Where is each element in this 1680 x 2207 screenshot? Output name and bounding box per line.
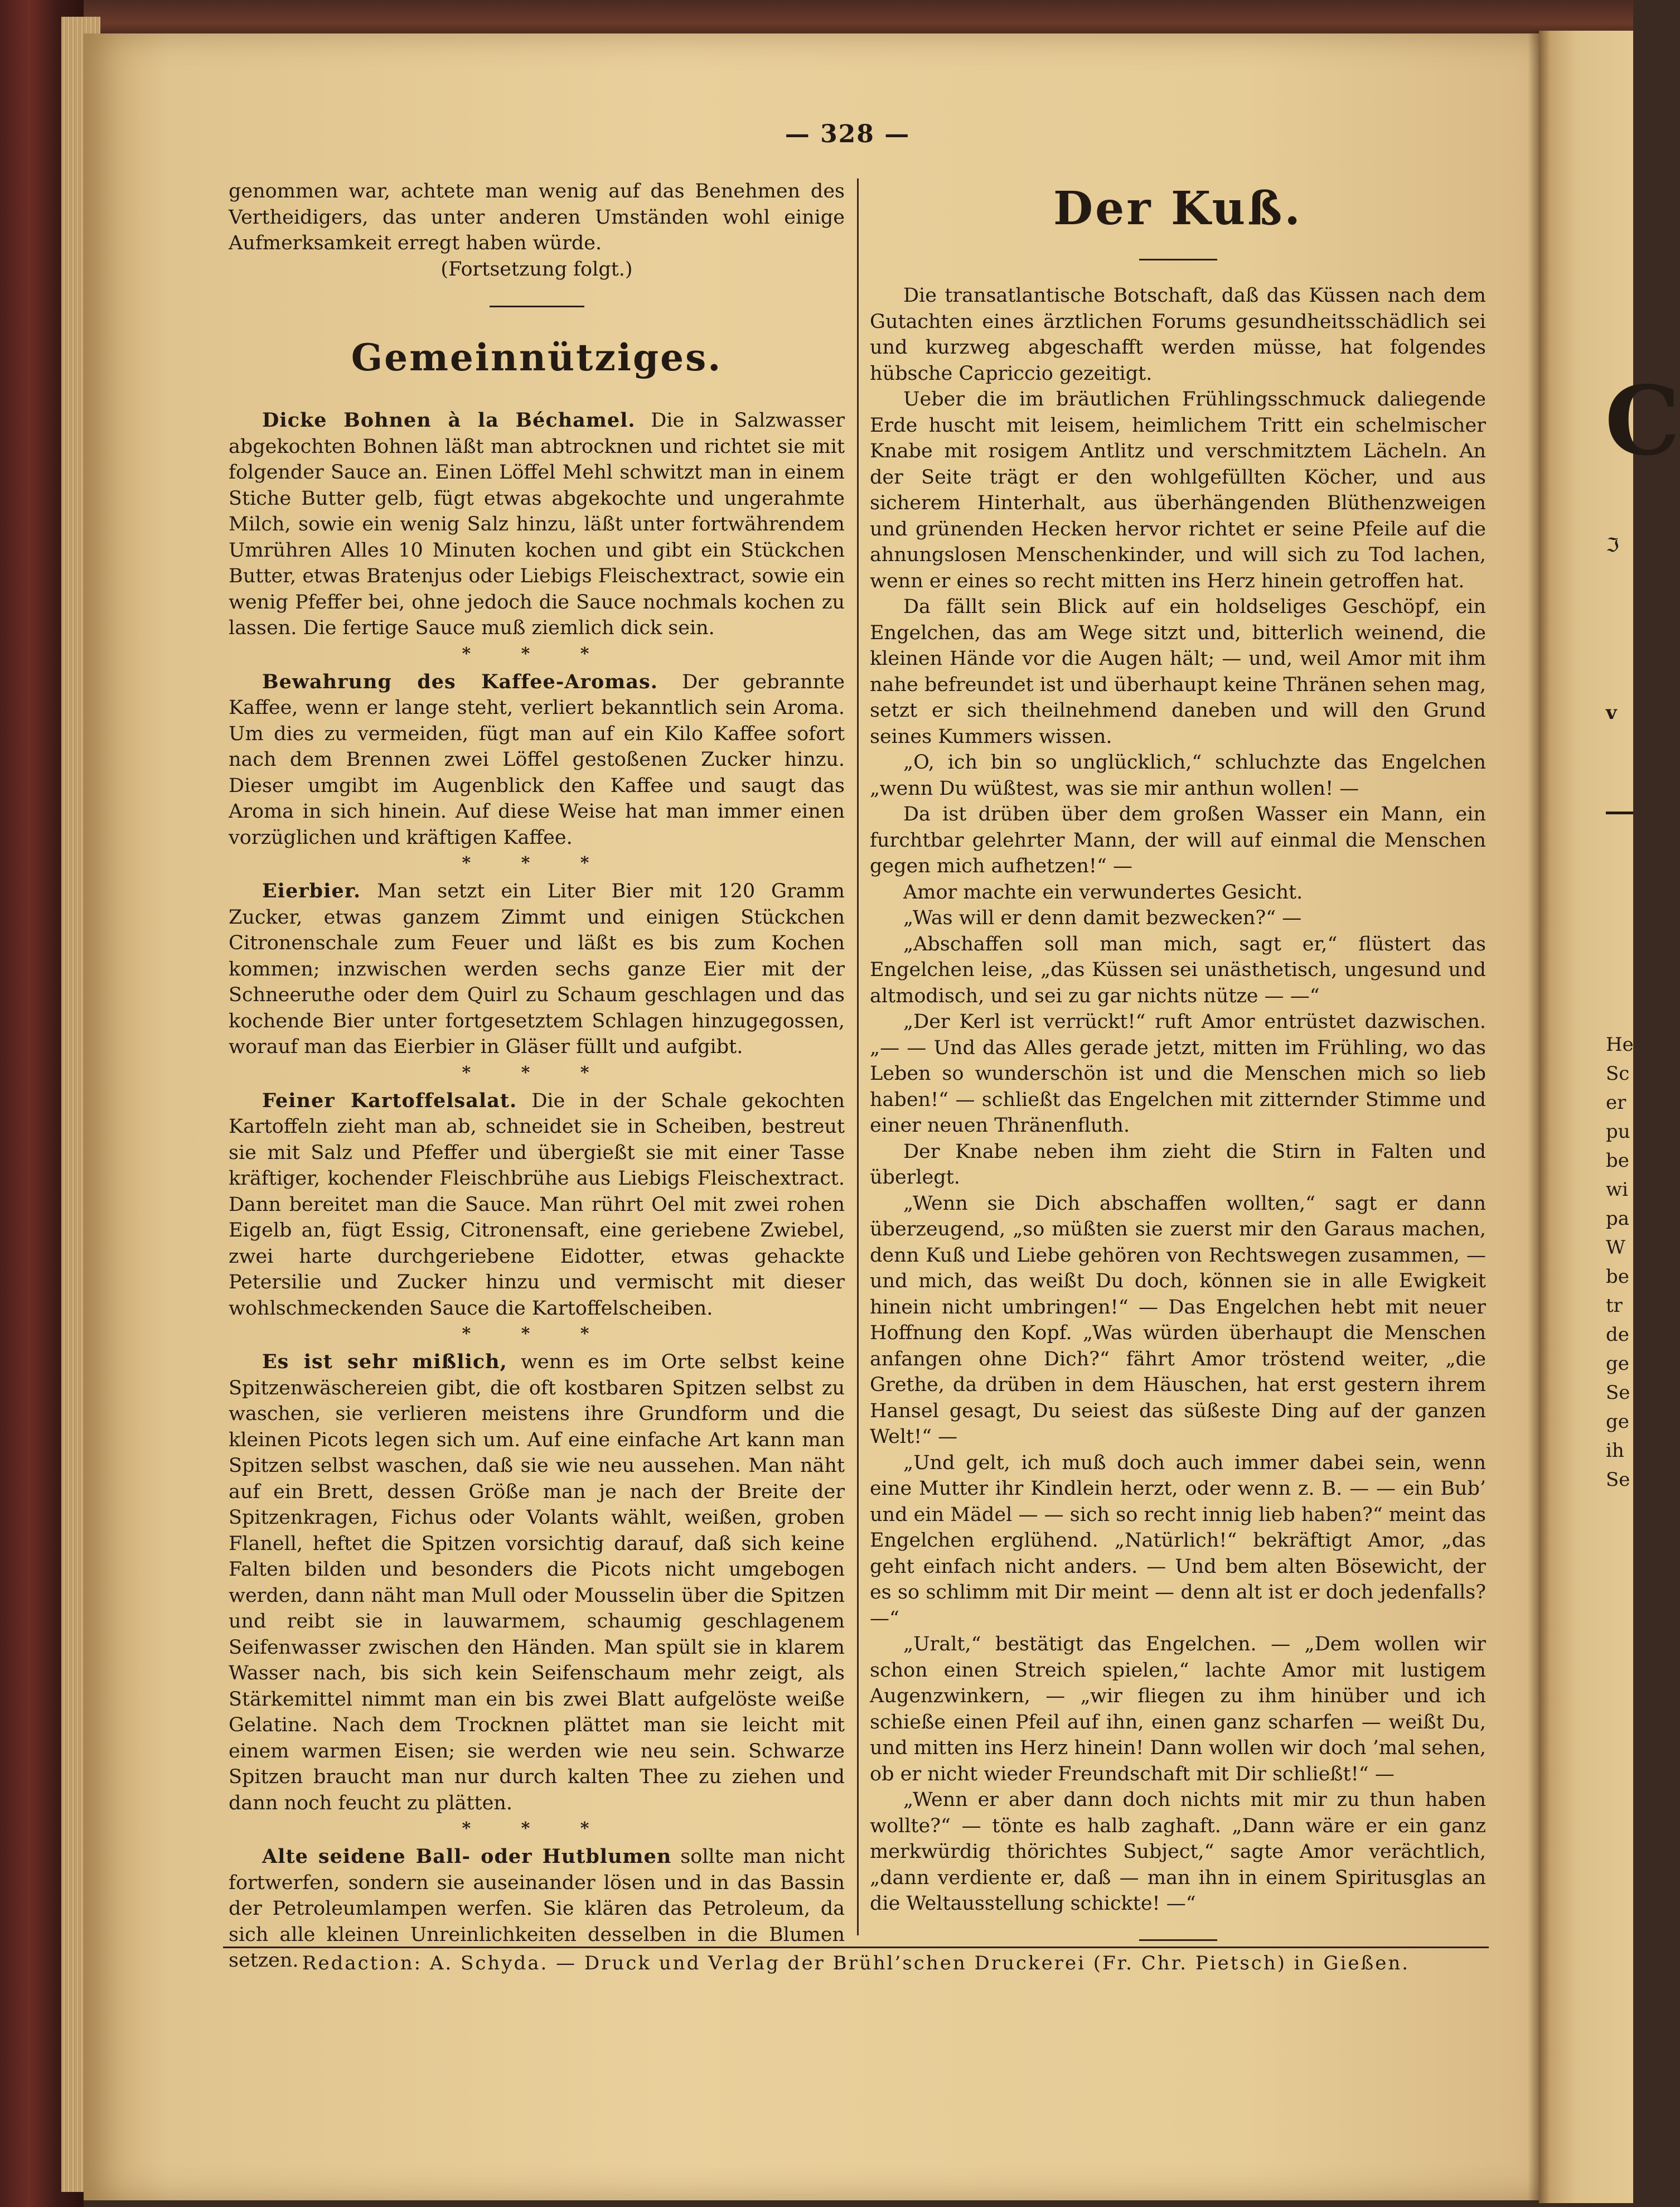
stars-separator: * * * [462, 853, 612, 873]
next-page-line-fragment: pu [1606, 1121, 1630, 1143]
story-paragraph: Da fällt sein Blick auf ein holdseliges Geschöpf, ein Engelchen, das am Wege sitzt und, bitterlich weinend, die kleinen Hände vor die Augen hält; — und, weil Amor mit ihm nahe befreundet ist und überhaupt keine Thränen sehen mag, setzt er sich theilnehmend daneben und will den Grund seines Kummers wissen. [870, 596, 1486, 748]
story-paragraph: Der Knabe neben ihm zieht die Stirn in Falten und überlegt. [870, 1140, 1486, 1189]
next-page-line-fragment: tr [1606, 1295, 1623, 1317]
recipe-item [229, 1088, 845, 1322]
next-page-line-fragment: ge [1606, 1353, 1629, 1375]
story-paragraph: „Wenn er aber dann doch nichts mit mir zu thun haben wollte?“ — tönte es halb zaghaft. „Dann wäre er ein ganz merkwürdig thörichtes Subject,“ sagte Amor verächtlich, „dann verdiente er, daß — man ihn in einem Spiritusglas an die Weltausstellung schickte! —“ [870, 1789, 1486, 1915]
next-page-line-fragment: He [1606, 1034, 1634, 1056]
story-paragraph: „Was will er denn damit bezwecken?“ — [903, 907, 1302, 929]
recipe-heading: Bewahrung des Kaffee-Aromas. [262, 670, 658, 693]
story-paragraph: „Abschaffen soll man mich, sagt er,“ flüstert das Engelchen leise, „das Küssen sei unästhetisch, ungesund und altmodisch, und sei zu gar nichts nütze — —“ [870, 933, 1486, 1007]
next-page-fragment-rule [1606, 812, 1633, 814]
story-paragraph: „O, ich bin so unglücklich,“ schluchzte das Engelchen „wenn Du wüßtest, was sie mir anthun wollen! — [870, 751, 1486, 800]
title-divider [1139, 259, 1217, 260]
end-divider [1139, 1939, 1217, 1941]
story-paragraph: Amor machte ein verwundertes Gesicht. [903, 881, 1303, 904]
recipe-text: Man setzt ein Liter Bier mit 120 Gramm Zucker, etwas ganzem Zimmt und einigen Stückchen Citronenschale zum Feuer und läßt es bis zum Kochen kommen; inzwischen werden sechs ganze Eier mit der Schneeruthe oder dem Quirl zu Schaum geschlagen und das kochende Bier unter fortgesetztem Schlagen hinzugegossen, worauf man das Eierbier in Gläser füllt und aufgibt. [229, 880, 845, 1058]
stars-separator: * * * [462, 644, 612, 664]
story-paragraph: „Wenn sie Dich abschaffen wollten,“ sagt er dann überzeugend, „so müßten sie zuerst mir den Garaus machen, denn Kuß und Liebe gehören von Rechtswegen zusammen, — und mich, das weißt Du doch, können sie in alle Ewigkeit hinein nicht umbringen!“ — Das Engelchen hebt mit neuer Hoffnung den Kopf. „Was würden überhaupt die Menschen anfangen ohne Dich?“ fährt Amor tröstend weiter, „die Grethe, da drüben in dem Häuschen, hat erst gestern ihrem Hansel gesagt, Du seiest das süßeste Ding auf der ganzen Welt!“ — [870, 1192, 1486, 1448]
divider [490, 306, 584, 307]
recipe-text: Die in der Schale gekochten Kartoffeln zieht man ab, schneidet sie in Scheiben, bestreut sie mit Salz und Pfeffer und übergießt sie mit einer Tasse kräftiger, kochender Fleischbrühe aus Liebigs Fleischextract. Dann bereitet man die Sauce. Man rührt Oel mit zwei rohen Eigelb an, fügt Essig, Citronensaft, eine geriebene Zwiebel, zwei harte durchgeriebene Eidotter, etwas gehackte Petersilie und Zucker hinzu und vermischt mit dieser wohlschmeckenden Sauce die Kartoffelscheiben. [229, 1089, 845, 1320]
recipe-text: Der gebrannte Kaffee, wenn er lange steht, verliert bekanntlich sein Aroma. Um dies zu vermeiden, fügt man auf ein Kilo Kaffee sofort nach dem Brennen zwei Löffel gestoßenen Zucker hinzu. Dieser umgibt im Augenblick den Kaffee und saugt das Aroma in sich hinein. Auf diese Weise hat man immer einen vorzüglichen und kräftigen Kaffee. [229, 670, 845, 849]
right-column [870, 178, 1486, 1963]
next-page-line-fragment: Se [1606, 1469, 1630, 1491]
footer-rule [223, 1947, 1489, 1948]
next-page-line-fragment: be [1606, 1150, 1629, 1172]
next-page-fragment-mark: ℑ [1606, 534, 1619, 557]
recipe-item [229, 408, 845, 641]
next-page-line-fragment: be [1606, 1266, 1629, 1288]
recipe-heading: Feiner Kartoffelsalat. [262, 1089, 517, 1112]
next-page-fragment-mark: v [1606, 702, 1617, 724]
story-title: Der Kuß. [1053, 182, 1303, 235]
recipe-heading: Eierbier. [262, 880, 361, 902]
story-paragraph: Da ist drüben über dem großen Wasser ein Mann, ein furchtbar gelehrter Mann, der will auf einmal die Menschen gegen mich aufhetzen!“ — [870, 803, 1486, 877]
recipe-heading: Dicke Bohnen à la Béchamel. [262, 409, 636, 432]
next-page-line-fragment: pa [1606, 1208, 1630, 1230]
story-paragraph: Ueber die im bräutlichen Frühlingsschmuck daliegende Erde huscht mit leisem, heimlichem Tritt ein schelmischer Knabe mit rosigem Antlitz und verschmitztem Lächeln. An der Seite trägt er den wohlgefüllten Köcher, und aus sicherem Hinterhalt, aus überhängenden Blüthenzweigen und grünenden Hecken hervor richtet er seine Pfeile auf die ahnungslosen Menschenkinder, und will sich zu Tod lachen, wenn er eines so recht mitten ins Herz hinein getroffen hat. [870, 388, 1486, 592]
next-page-line-fragment: W [1606, 1237, 1625, 1259]
section-title: Gemeinnütziges. [351, 336, 723, 379]
next-page-line-fragment: de [1606, 1324, 1629, 1346]
recipe-item [229, 878, 845, 1060]
recipe-item [229, 669, 845, 851]
next-page-line-fragment: ge [1606, 1411, 1629, 1433]
story-paragraph: „Uralt,“ bestätigt das Engelchen. — „Dem wollen wir schon einen Streich spielen,“ lachte Amor mit lustigem Augenzwinkern, — „wir fliegen zu ihm hinüber und ich schieße einen Pfeil auf ihn, einen ganz scharfen — weißt Du, und mitten ins Herz hinein! Dann wollen wir doch ’mal sehen, ob er nicht wieder Freundschaft mit Dir schließt!“ — [870, 1633, 1486, 1785]
recipe-text: Die in Salzwasser abgekochten Bohnen läßt man abtrocknen und richtet sie mit folgender Sauce an. Einen Löffel Mehl schwitzt man in einem Stiche Butter gelb, fügt etwas abgekochte und ungerahmte Milch, sowie ein wenig Salz hinzu, läßt unter fortwährendem Umrühren Alles 10 Minuten kochen und gibt ein Stückchen Butter, etwas Bratenjus oder Liebigs Fleischextract, sowie ein wenig Pfeffer bei, ohne jedoch die Sauce nochmals kochen zu lassen. Die fertige Sauce muß ziemlich dick sein. [229, 409, 845, 639]
continued-text: genommen war, achtete man wenig auf das Benehmen des Vertheidigers, das unter anderen Umständen wohl einige Aufmerksamkeit erregt haben würde. [229, 180, 845, 254]
recipe-heading: Alte seidene Ball- oder Hutblumen [262, 1845, 672, 1868]
recipe-heading: Es ist sehr mißlich, [262, 1350, 507, 1373]
next-page-line-fragment: er [1606, 1092, 1626, 1114]
stars-separator: * * * [462, 1324, 612, 1344]
gutter-shadow [1528, 31, 1550, 2203]
next-page-line-fragment: Sc [1606, 1063, 1630, 1085]
story-paragraph: Die transatlantische Botschaft, daß das Küssen nach dem Gutachten eines ärztlichen Forums gesundheitsschädlich sei und kurzweg abgeschafft werden müsse, hat folgendes hübsche Capriccio gezeitigt. [870, 284, 1486, 385]
recipe-text: wenn es im Orte selbst keine Spitzenwäschereien gibt, die oft kostbaren Spitzen selbst zu waschen, sie verlieren meistens ihre Grundform und die kleinen Picots legen sich um. Auf eine einfache Art kann man Spitzen selbst waschen, daß sie wie neu aussehen. Man näht auf ein Brett, dessen Größe man je nach der Breite der Spitzenkragen, Fichus oder Volants wählt, weißen, groben Flanell, heftet die Spitzen vorsichtig darauf, daß sich keine Falten bilden und besonders die Picots nicht umgebogen werden, dann näht man Mull oder Mousselin über die Spitzen und reibt sie in lauwarmem, schaumig geschlagenem Seifenwasser zwischen den Händen. Man spült sie in klarem Wasser nach, bis sich kein Seifenschaum mehr zeigt, als Stärkemittel nimmt man ein bis zwei Blatt aufgelöste weiße Gelatine. Nach dem Trocknen plättet man sie leicht mit einem warmen Eisen; sie werden wie neu sein. Schwarze Spitzen braucht man nur durch kalten Thee zu ziehen und dann noch feucht zu plätten. [229, 1351, 845, 1814]
story-paragraph: „Der Kerl ist verrückt!“ ruft Amor entrüstet dazwischen. „— — Und das Alles gerade jetzt, mitten im Frühling, wo das Leben so wunderschön ist und die Menschen mich so lieb haben!“ — schließt das Engelchen mit zitternder Stimme und einer neuen Thränenfluth. [870, 1011, 1486, 1137]
next-page-edge [1539, 31, 1680, 2203]
page-number: — 328 — [785, 120, 911, 148]
next-page-line-fragment: ih [1606, 1440, 1624, 1462]
next-page-line-fragment: wi [1606, 1179, 1628, 1201]
left-column [229, 178, 845, 1974]
stars-separator: * * * [462, 1063, 612, 1083]
stars-separator: * * * [462, 1819, 612, 1838]
next-page-line-fragment: Se [1606, 1382, 1630, 1404]
imprint-footer: Redaction: A. Schyda. — Druck und Verlag der Brühl’schen Druckerei (Fr. Chr. Pietsch) in Gießen. [302, 1952, 1410, 1974]
continuation-note: (Fortsetzung folgt.) [440, 258, 633, 281]
recipe-item [229, 1349, 845, 1816]
next-page-fragment-letter: C [1605, 365, 1680, 477]
column-rule [857, 178, 859, 1935]
recipe-text: sollte man nicht fortwerfen, sondern sie auseinander lösen und in das Bassin der Petroleumlampen werfen. Sie klären das Petroleum, da sich alle kleinen Unreinlichkeiten desselben in die Blumen setzen. [229, 1846, 845, 1972]
story-paragraph: „Und gelt, ich muß doch auch immer dabei sein, wenn eine Mutter ihr Kindlein herzt, oder wenn z. B. — — ein Bub’ und ein Mädel — — sich so recht innig lieb haben?“ meint das Engelchen erglühend. „Natürlich!“ bekräftigt Amor, „das geht einfach nicht anders. — Und bem alten Bösewicht, der es so schlimm mit Dir meint — denn alt ist er doch jedenfalls? —“ [870, 1451, 1486, 1630]
